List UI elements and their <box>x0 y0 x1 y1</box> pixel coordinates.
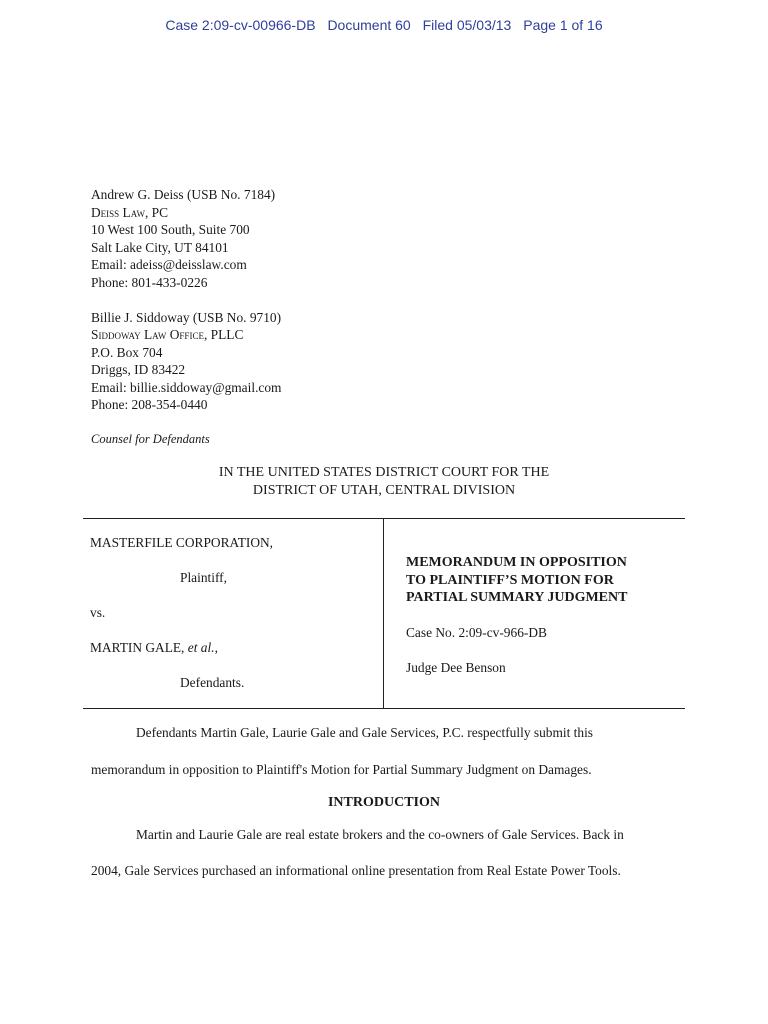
attorney2-firm: Siddoway Law Office, PLLC <box>91 327 244 342</box>
case-caption <box>83 518 685 709</box>
defendant-role: Defendants. <box>180 675 245 690</box>
attorney1-address2: Salt Lake City, UT 84101 <box>91 239 229 255</box>
document-title-line3: PARTIAL SUMMARY JUDGMENT <box>406 590 628 605</box>
defendant-name: MARTIN GALE, <box>90 640 185 655</box>
document-title-line2: TO PLAINTIFF’S MOTION FOR <box>406 572 614 588</box>
defendant-etal: et al. <box>187 640 215 655</box>
court-heading <box>0 464 768 499</box>
ecf-filed-date: Filed 05/03/13 <box>422 17 512 33</box>
document-title <box>406 554 627 607</box>
attorney2-name: Billie J. Siddoway (USB No. 9710) <box>91 309 282 325</box>
attorney2-email: Email: billie.siddoway@gmail.com <box>91 379 282 395</box>
introduction-paragraph-line1: Martin and Laurie Gale are real estate brokers and the co-owners of Gale Services. Back in <box>136 827 624 842</box>
plaintiff-name: MASTERFILE CORPORATION, <box>90 535 274 550</box>
counsel-role: Counsel for Defendants <box>91 432 210 446</box>
counsel-block <box>91 186 281 449</box>
attorney2-address2: Driggs, ID 83422 <box>91 362 186 377</box>
attorney1-firm: Deiss Law, PC <box>91 204 169 220</box>
attorney2-address1: P.O. Box 704 <box>91 344 163 360</box>
document-title-line1: MEMORANDUM IN OPPOSITION <box>406 555 627 570</box>
versus-label: vs. <box>90 605 106 620</box>
attorney1-email: Email: adeiss@deisslaw.com <box>91 257 247 272</box>
introduction-paragraph-line2: 2004, Gale Services purchased an informational online presentation from Real Estate Power Tools. <box>91 863 621 878</box>
plaintiff-role: Plaintiff, <box>180 570 227 585</box>
attorney1-address1: 10 West 100 South, Suite 700 <box>91 222 250 237</box>
opening-paragraph-line2: memorandum in opposition to Plaintiff's Motion for Partial Summary Judgment on Damages. <box>91 762 592 777</box>
attorney1-name: Andrew G. Deiss (USB No. 7184) <box>91 187 276 202</box>
ecf-document-number: Document 60 <box>327 17 411 33</box>
introduction-heading: INTRODUCTION <box>327 795 440 810</box>
ecf-case-number: Case 2:09-cv-00966-DB <box>165 17 316 33</box>
court-line1: IN THE UNITED STATES DISTRICT COURT FOR THE <box>218 465 550 480</box>
attorney1-phone: Phone: 801-433-0226 <box>91 274 208 290</box>
ecf-page-number: Page 1 of 16 <box>523 17 603 33</box>
judge-name: Judge Dee Benson <box>406 660 506 675</box>
case-number: Case No. 2:09-cv-966-DB <box>406 625 547 640</box>
attorney2-phone: Phone: 208-354-0440 <box>91 397 208 412</box>
opening-paragraph-line1: Defendants Martin Gale, Laurie Gale and Gale Services, P.C. respectfully submit this <box>136 725 594 740</box>
ecf-filing-header <box>0 17 768 33</box>
defendant-line: MARTIN GALE, et al., <box>90 640 218 655</box>
caption-divider <box>383 519 384 708</box>
court-line2: DISTRICT OF UTAH, CENTRAL DIVISION <box>252 482 516 498</box>
